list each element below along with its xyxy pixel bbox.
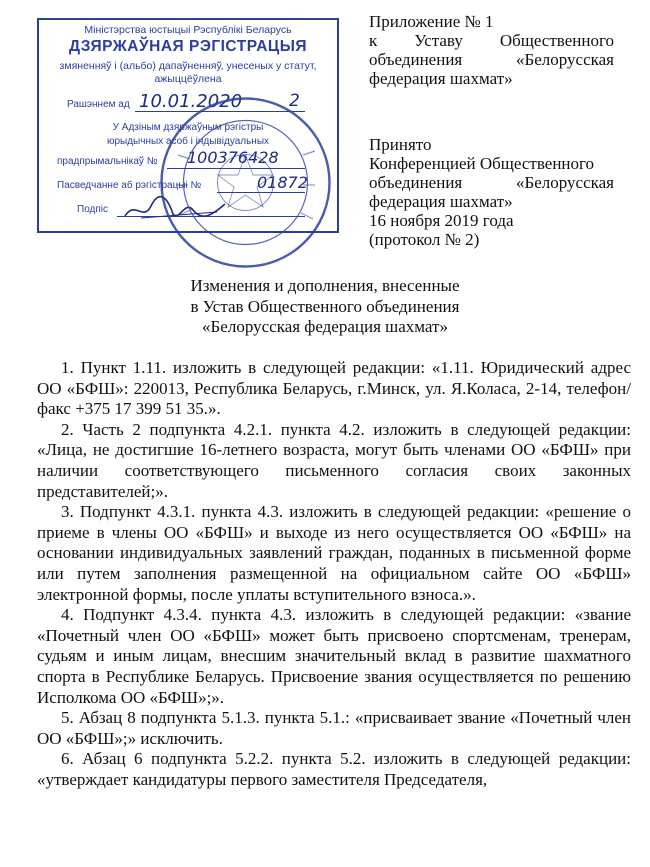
approved-line1: Принято bbox=[369, 135, 432, 154]
amendment-item-3: 3. Подпункт 4.3.1. пункта 4.3. изложить в следующей редакции: «решение о приеме в члены ОО «БФШ» и выходе из него осуществляется ОО «БФШ» на основании индивидуальных заявлений граждан, поданных в письменной форме или путем заполнения размещенной на официальном сайте ОО «БФШ» электронной формы, после уплаты вступительного взноса.». bbox=[37, 502, 631, 604]
stamp-registry-line2: юрыдычных асоб і індывідуальных bbox=[106, 136, 270, 147]
appendix-line2: к Уставу Общественного bbox=[369, 31, 614, 50]
amendment-item-1: 1. Пункт 1.11. изложить в следующей редакции: «1.11. Юридический адрес ОО «БФШ»: 220013, Республика Беларусь, г.Минск, ул. Я.Коласа, 2-14, телефон/факс +375 17 399 51 35.». bbox=[37, 358, 631, 419]
approved-block bbox=[369, 135, 614, 249]
stamp-ministry: Міністэрства юстыцыі Рэспублікі Беларусь bbox=[84, 24, 292, 36]
appendix-line3: объединения «Белорусская bbox=[369, 50, 614, 69]
amendment-item-2: 2. Часть 2 подпункта 4.2.1. пункта 4.2. изложить в следующей редакции: «Лица, не достигшие 16-летнего возраста, могут быть членами ОО «БФШ» при наличии соответствующего письменного согласия своих законных представителей;». bbox=[37, 419, 631, 501]
stamp-certificate-label: Пасведчанне аб рэгістрацыі № bbox=[57, 180, 202, 191]
round-seal-icon bbox=[158, 95, 333, 270]
stamp-line4: ажыццёўлена bbox=[154, 73, 222, 85]
title-line3: «Белорусская федерация шахмат» bbox=[202, 317, 448, 336]
appendix-line4: федерация шахмат» bbox=[369, 69, 513, 88]
document-title bbox=[0, 276, 650, 338]
stamp-certificate-value: 01872 bbox=[257, 173, 308, 192]
stamp-decision-label: Рашэннем ад bbox=[67, 99, 130, 110]
amendments-list bbox=[37, 358, 631, 790]
approved-line2: Конференцией Общественного bbox=[369, 154, 595, 173]
approved-line6: (протокол № 2) bbox=[369, 230, 480, 249]
appendix-block bbox=[369, 12, 614, 88]
stamp-registry-line1: У Адзіным дзяржаўным рэгістры bbox=[112, 122, 264, 133]
stamp-signature-label: Подпіс bbox=[77, 204, 109, 215]
amendment-item-6: 6. Абзац 6 подпункта 5.2.2. пункта 5.2. изложить в следующей редакции: «утверждает кандидатуры первого заместителя Председателя, bbox=[37, 749, 631, 789]
stamp-decision-number: 2 bbox=[289, 91, 300, 111]
amendment-item-4: 4. Подпункт 4.3.4. пункта 4.3. изложить в следующей редакции: «звание «Почетный член ОО «БФШ» может быть присвоено спортсменам, тренерам, судьям и иным лицам, внесшим значительный вклад в развитие шахматного спорта в Республике Беларусь. Присвоение звания осуществляется по решению Исполкома ОО «БФШ»;». bbox=[37, 605, 631, 707]
approved-line5: 16 ноября 2019 года bbox=[369, 211, 514, 230]
stamp-title: ДЗЯРЖАЎНАЯ РЭГІСТРАЦЫЯ bbox=[68, 38, 308, 55]
approved-line3: объединения «Белорусская bbox=[369, 173, 614, 192]
title-line2: в Устав Общественного объединения bbox=[190, 296, 460, 316]
stamp-unp-value: 100376428 bbox=[187, 148, 279, 167]
amendment-item-5: 5. Абзац 8 подпункта 5.1.3. пункта 5.1.: «присваивает звание «Почетный член ОО «БФШ»;» исключить. bbox=[37, 708, 631, 748]
appendix-line1: Приложение № 1 bbox=[369, 12, 494, 31]
stamp-unp-label: прадпрымальнікаў № bbox=[57, 156, 158, 167]
title-line1: Изменения и дополнения, внесенные bbox=[190, 276, 460, 295]
stamp-decision-date: 10.01.2020 bbox=[139, 91, 243, 112]
approved-line4: федерация шахмат» bbox=[369, 192, 513, 211]
stamp-line3: змяненняў і (альбо) дапаўненняў, унесеных у статут, bbox=[59, 60, 317, 72]
